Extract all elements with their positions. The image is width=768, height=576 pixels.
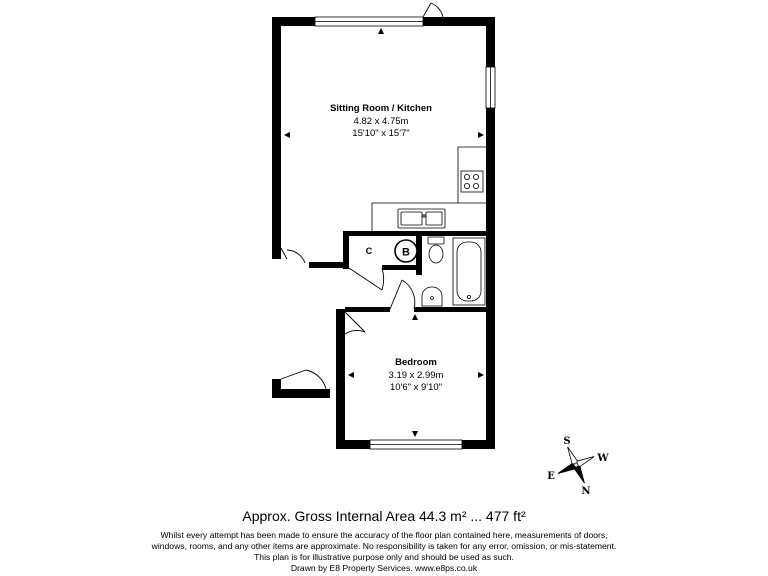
gross-area: Approx. Gross Internal Area 44.3 m² ... 477 ft² [242, 508, 526, 524]
compass-south: S [563, 436, 571, 447]
toilet-icon [428, 237, 444, 263]
sink-icon [398, 209, 445, 228]
compass-rose [549, 438, 602, 491]
disclaimer-line: Whilst every attempt has been made to ensure the accuracy of the floor plan contained here, measurements of doors, [160, 530, 608, 540]
disclaimer-line: windows, rooms, and any other items are approximate. No responsibility is taken for any error, omission, or mis-statement. [151, 541, 617, 551]
disclaimer [0, 530, 768, 574]
disclaimer-line: Drawn by E8 Property Services. www.e8ps.co.uk [290, 563, 478, 573]
top-window [315, 17, 423, 26]
bedroom-name: Bedroom [395, 357, 437, 368]
right-window [486, 67, 495, 108]
bedroom-metric: 3.19 x 2.99m [388, 370, 444, 381]
basin-icon [422, 287, 442, 306]
cupboard-label: C [365, 246, 373, 256]
bath-icon [453, 238, 485, 305]
kitchen-units [372, 147, 486, 231]
doors [281, 3, 443, 389]
boiler-icon [395, 240, 417, 262]
sitting-kitchen-imperial: 15'10" x 15'7" [352, 128, 410, 139]
disclaimer-line: This plan is for illustrative purpose only and should be used as such. [254, 552, 514, 562]
hob-icon [461, 171, 483, 192]
bedroom-window [370, 440, 462, 449]
boiler-label: B [402, 246, 410, 259]
compass-north: N [581, 486, 591, 497]
bedroom-imperial: 10'6" x 9'10" [389, 382, 443, 393]
sitting-kitchen-metric: 4.82 x 4.75m [353, 116, 409, 127]
sitting-kitchen-name: Sitting Room / Kitchen [330, 103, 432, 114]
compass-west: W [597, 453, 609, 464]
compass-east: E [547, 471, 555, 482]
